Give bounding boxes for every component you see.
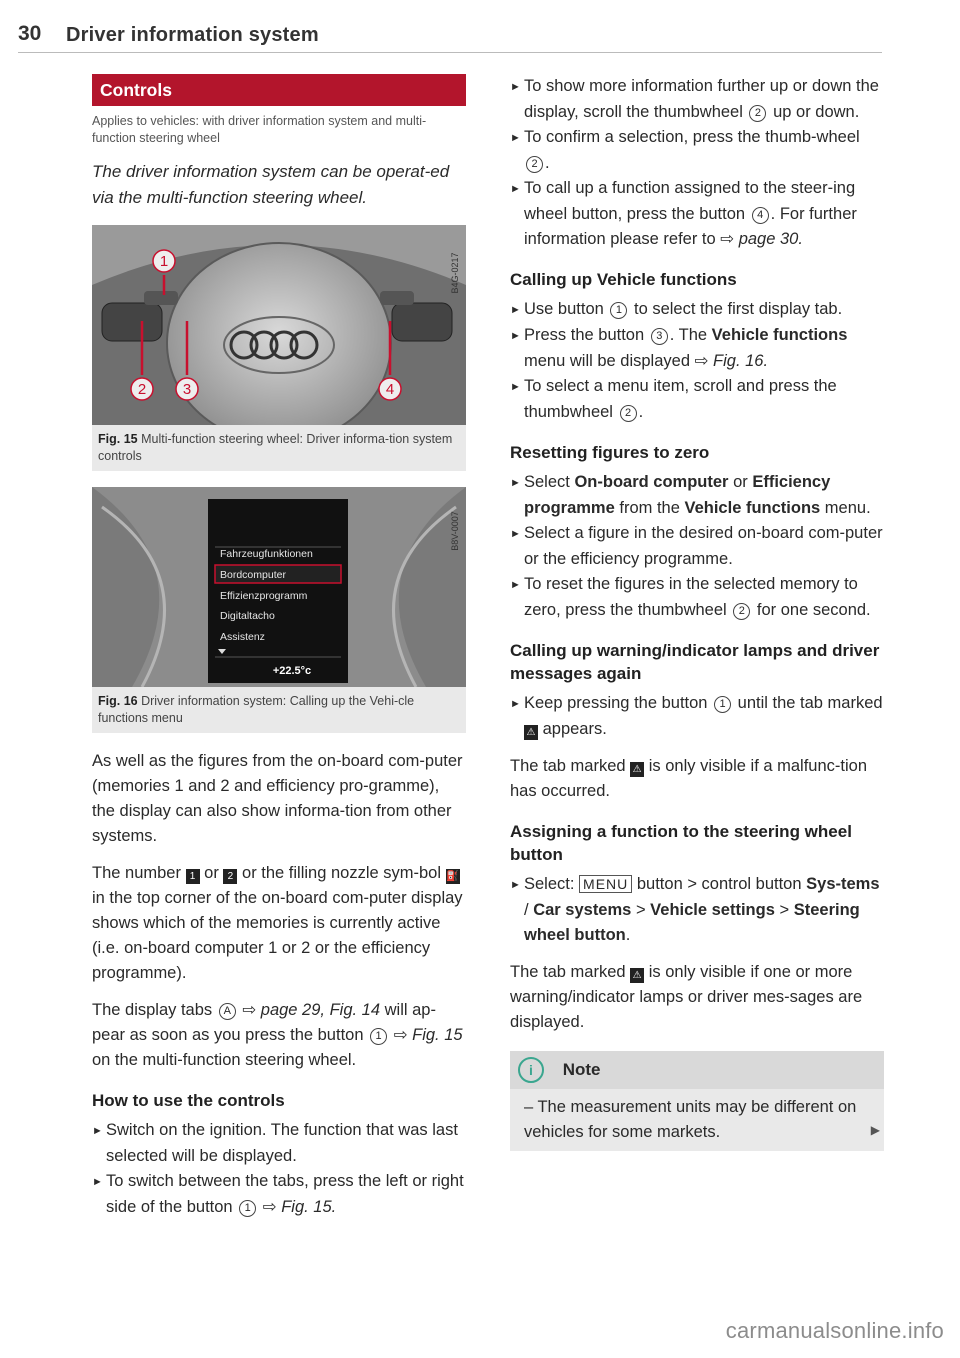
watermark: carmanualsonline.info [725, 1318, 944, 1343]
section-heading: How to use the controls [92, 1091, 285, 1110]
continue-arrow-icon: ▶ [870, 1123, 880, 1137]
bullet-arrow-icon: ► [510, 183, 521, 195]
list-item: ► Use button 1 to select the first display tab. [510, 297, 884, 323]
note-header [510, 1051, 884, 1089]
page-number: 30 [18, 22, 42, 45]
figure-16-caption-text: Driver information system: Calling up the Vehi-cle functions menu [98, 694, 415, 725]
instrument-cluster-illustration [92, 487, 466, 687]
figure-code: B8V-0007 [450, 511, 460, 551]
running-header-title: Driver information system [66, 24, 319, 46]
figure-15-caption [92, 425, 466, 465]
paragraph: The number 1 or 2 or the filling nozzle sym-bol ⛽ in the top corner of the on-board com-puter display shows which of the memories is currently active (i.e. on-board computer 1 or 2 or the efficiency programme). [92, 864, 463, 982]
callout-1-label: 1 [159, 253, 169, 270]
callout-4-label: 4 [385, 381, 395, 398]
menu-item-3: Digitaltacho [220, 610, 275, 622]
figure-16 [92, 487, 466, 733]
note-text: – The measurement units may be different on vehicles for some markets. [524, 1098, 857, 1141]
list-item: ► Keep pressing the button 1 until the tab marked ⚠ appears. [510, 694, 883, 738]
bullet-arrow-icon: ► [510, 528, 521, 540]
callout-a-icon: A [219, 1003, 236, 1020]
menu-item-1: Bordcomputer [220, 569, 286, 581]
menu-item-2: Effizienzprogramm [220, 590, 308, 602]
figure-reference-link[interactable]: Fig. 15 [412, 1026, 463, 1044]
bullet-arrow-icon: ► [510, 879, 521, 891]
memory-1-icon: 1 [186, 869, 200, 884]
page-reference-link[interactable]: page 29, Fig. 14 [260, 1001, 381, 1019]
list-item: ► Select: MENU button > control button Sys-tems / Car systems > Vehicle settings > Steering wheel button. [510, 875, 880, 944]
list-item: ► To reset the figures in the selected memory to zero, press the thumbwheel 2 for one second. [510, 575, 871, 619]
bullet-arrow-icon: ► [510, 330, 521, 342]
callout-3-icon: 3 [651, 328, 668, 345]
section-heading: Resetting figures to zero [510, 443, 710, 462]
note-box [510, 1051, 884, 1151]
info-icon: i [518, 1057, 544, 1083]
bullet-arrow-icon: ► [510, 477, 521, 489]
note-title: Note [562, 1060, 601, 1079]
bullet-arrow-icon: ► [510, 132, 521, 144]
section-heading: Calling up Vehicle functions [510, 270, 737, 289]
bullet-arrow-icon: ► [510, 381, 521, 393]
intro-text: The driver information system can be operat-ed via the multi-function steering wheel. [92, 162, 450, 207]
figure-15-label: Fig. 15 [98, 432, 138, 446]
paragraph: The display tabs A ⇨ page 29, Fig. 14 will ap-pear as soon as you press the button 1 ⇨ Fig. 15 on the multi-function steering wheel. [92, 1001, 463, 1069]
bullet-arrow-icon: ► [92, 1125, 103, 1137]
page-reference-link[interactable]: page 30. [738, 230, 803, 248]
applies-to-note: Applies to vehicles: with driver information system and multi-function steering wheel [92, 114, 427, 145]
list-item: ► To switch between the tabs, press the left or right side of the button 1 ⇨ Fig. 15. [92, 1172, 464, 1216]
warning-tab-icon: ⚠ [524, 725, 538, 740]
list-item: ► To show more information further up or down the display, scroll the thumbwheel 2 up or down. [510, 77, 879, 121]
callout-3-label: 3 [182, 381, 192, 398]
menu-item-0: Fahrzeugfunktionen [220, 548, 313, 560]
callout-2-icon: 2 [749, 105, 766, 122]
left-column [92, 74, 466, 1220]
bullet-arrow-icon: ► [510, 304, 521, 316]
right-column [510, 74, 884, 1151]
warning-tab-icon: ⚠ [630, 968, 644, 983]
callout-2-label: 2 [137, 381, 147, 398]
warning-tab-icon: ⚠ [630, 762, 644, 777]
callout-2-icon: 2 [733, 603, 750, 620]
section-title: Controls [92, 74, 466, 106]
list-item: ► Select a figure in the desired on-board com-puter or the efficiency programme. [510, 524, 883, 568]
list-item: ► Select On-board computer or Efficiency programme from the Vehicle functions menu. [510, 473, 871, 517]
fuel-nozzle-icon: ⛽ [446, 871, 459, 882]
bullet-arrow-icon: ► [510, 81, 521, 93]
figure-reference-link[interactable]: Fig. 16. [713, 352, 769, 370]
list-item: ► Switch on the ignition. The function that was last selected will be displayed. [92, 1121, 458, 1165]
note-body [510, 1089, 884, 1151]
bullet-arrow-icon: ► [510, 698, 521, 710]
figure-code: B4G-0217 [450, 252, 460, 294]
menu-key: MENU [579, 875, 632, 893]
callout-4-icon: 4 [752, 207, 769, 224]
steering-wheel-illustration [92, 225, 466, 425]
callout-2-icon: 2 [620, 405, 637, 422]
paragraph: As well as the figures from the on-board com-puter (memories 1 and 2 and efficiency pro-gramme), the display can also show informa-tion from other systems. [92, 752, 463, 845]
list-item: ► To call up a function assigned to the steer-ing wheel button, press the button 4 . For further information please refer to ⇨ page 30. [510, 179, 857, 248]
callout-1-icon: 1 [370, 1028, 387, 1045]
memory-2-icon: 2 [223, 869, 237, 884]
figure-15 [92, 225, 466, 471]
menu-item-4: Assistenz [220, 631, 265, 643]
figure-16-label: Fig. 16 [98, 694, 138, 708]
header-divider [18, 52, 882, 53]
bullet-arrow-icon: ► [92, 1176, 103, 1188]
callout-1-icon: 1 [610, 302, 627, 319]
callout-2-icon: 2 [526, 156, 543, 173]
section-heading: Calling up warning/indicator lamps and driver messages again [510, 641, 880, 683]
paragraph: The tab marked ⚠ is only visible if a malfunc-tion has occurred. [510, 757, 868, 800]
callout-1-icon: 1 [714, 696, 731, 713]
paragraph: The tab marked ⚠ is only visible if one or more warning/indicator lamps or driver mes-sages are displayed. [510, 963, 863, 1031]
section-heading: Assigning a function to the steering wheel button [510, 822, 852, 864]
figure-reference-link[interactable]: Fig. 15. [281, 1198, 337, 1216]
figure-16-caption [92, 687, 466, 727]
bullet-arrow-icon: ► [510, 579, 521, 591]
figure-15-caption-text: Multi-function steering wheel: Driver informa-tion system controls [98, 432, 453, 463]
list-item: ► Press the button 3 . The Vehicle functions menu will be displayed ⇨ Fig. 16. [510, 326, 848, 370]
list-item: ► To confirm a selection, press the thumb-wheel 2 . [510, 128, 860, 172]
list-item: ► To select a menu item, scroll and press the thumbwheel 2 . [510, 377, 837, 421]
temperature-readout: +22.5°c [272, 665, 312, 677]
callout-1-icon: 1 [239, 1200, 256, 1217]
